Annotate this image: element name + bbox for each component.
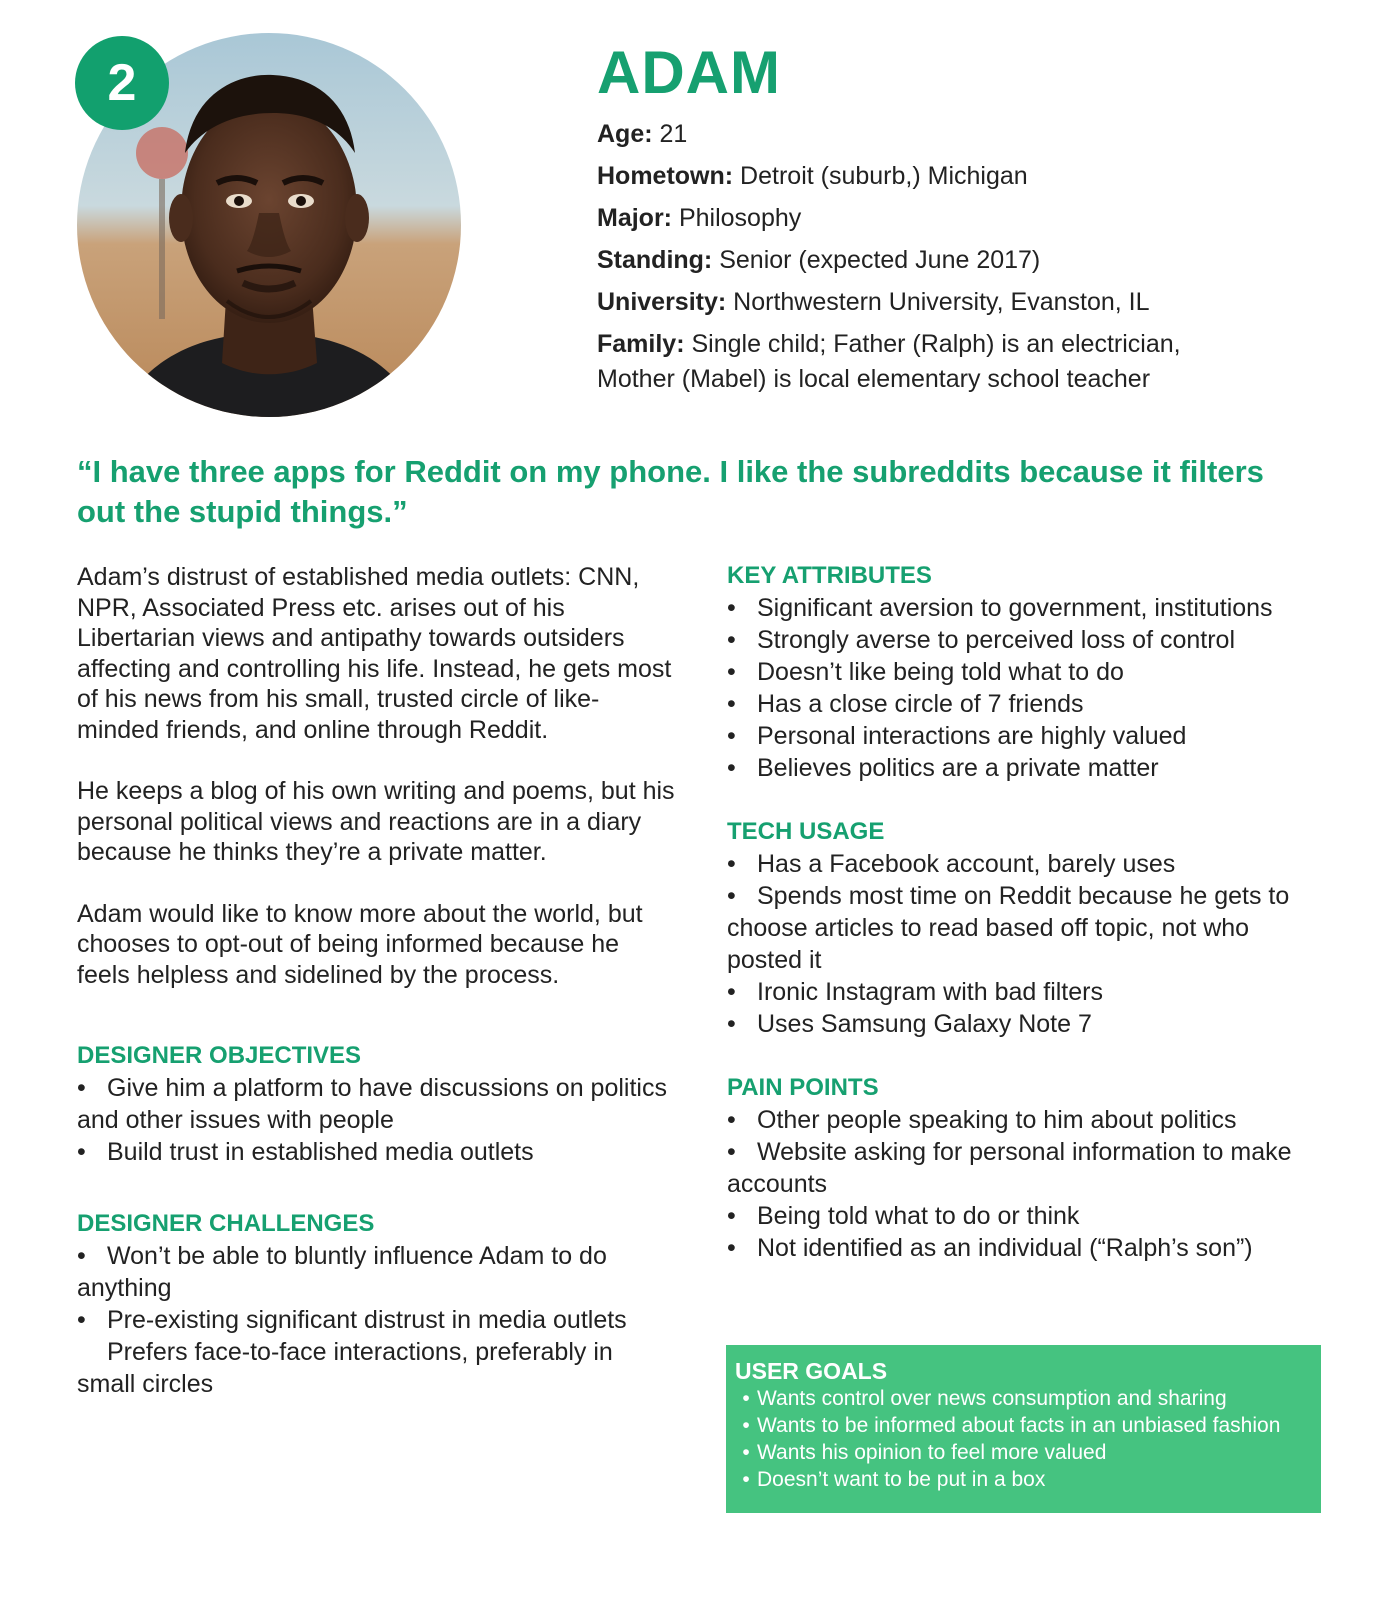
list-item: • Uses Samsung Galaxy Note 7 [727, 1010, 1092, 1038]
fact-value: Single child; Father (Ralph) is an electrician, Mother (Mabel) is local elementary school teacher [597, 330, 1181, 393]
fact-major [597, 201, 1237, 236]
list-item: • Doesn’t like being told what to do [727, 658, 1124, 686]
fact-family [597, 327, 1197, 397]
fact-label: Standing: [597, 246, 713, 274]
list-item: • Give him a platform to have discussions on politics and other issues with people [77, 1074, 667, 1134]
list-item: • Ironic Instagram with bad filters [727, 978, 1103, 1006]
bio-paragraph: Adam’s distrust of established media outlets: CNN, NPR, Associated Press etc. arises out of his Libertarian views and antipathy towards outsiders affecting and controlling his life. Instead, he gets most of his news from his small, trusted circle of like-minded friends, and online through Reddit. [77, 563, 672, 744]
tech-usage-section [727, 816, 1327, 1040]
list-item: • Has a close circle of 7 friends [727, 690, 1084, 718]
section-heading: PAIN POINTS [727, 1074, 879, 1101]
list-item: • Build trust in established media outlets [77, 1138, 534, 1166]
list-item: Prefers face-to-face interactions, preferably in small circles [77, 1338, 613, 1398]
fact-label: Major: [597, 204, 672, 232]
persona-facts [597, 117, 1237, 404]
list-item: • Spends most time on Reddit because he gets to choose articles to read based off topic, not who posted it [727, 882, 1290, 974]
bio-paragraph: Adam would like to know more about the world, but chooses to opt-out of being informed because he feels helpless and sidelined by the process. [77, 899, 643, 989]
list-item: • Wants control over news consumption and sharing [742, 1387, 1227, 1410]
list-item: • Significant aversion to government, institutions [727, 594, 1273, 622]
list-item: • Believes politics are a private matter [727, 754, 1159, 782]
fact-university [597, 285, 1237, 320]
fact-value: 21 [652, 120, 688, 148]
section-heading: TECH USAGE [727, 818, 885, 845]
section-heading: DESIGNER OBJECTIVES [77, 1042, 362, 1069]
fact-standing [597, 243, 1237, 278]
list-item: • Other people speaking to him about politics [727, 1106, 1237, 1134]
fact-age [597, 117, 1237, 152]
persona-number-badge: 2 [75, 36, 169, 130]
list-item: • Personal interactions are highly valued [727, 722, 1187, 750]
fact-hometown [597, 159, 1237, 194]
designer-objectives-section [77, 1040, 677, 1168]
section-heading: USER GOALS [735, 1358, 888, 1384]
fact-label: Age: [597, 120, 653, 148]
right-column [727, 560, 1327, 1296]
fact-label: University: [597, 288, 727, 316]
fact-value: Philosophy [672, 204, 802, 232]
list-item: • Not identified as an individual (“Ralph’s son”) [727, 1234, 1253, 1262]
key-attributes-section [727, 560, 1327, 784]
user-goals-box [726, 1345, 1321, 1513]
list-item: • Wants to be informed about facts in an unbiased fashion [742, 1414, 1281, 1437]
list-item: • Doesn’t want to be put in a box [742, 1468, 1046, 1491]
designer-challenges-section [77, 1208, 677, 1400]
list-item: • Won’t be able to bluntly influence Adam to do anything [77, 1242, 607, 1302]
fact-value: Detroit (suburb,) Michigan [733, 162, 1028, 190]
section-heading: KEY ATTRIBUTES [727, 562, 932, 589]
fact-label: Hometown: [597, 162, 734, 190]
list-item: • Pre-existing significant distrust in media outlets [77, 1306, 627, 1334]
fact-value: Northwestern University, Evanston, IL [726, 288, 1150, 316]
list-item: • Has a Facebook account, barely uses [727, 850, 1176, 878]
fact-label: Family: [597, 330, 685, 358]
fact-value: Senior (expected June 2017) [712, 246, 1041, 274]
bio-paragraph: He keeps a blog of his own writing and poems, but his personal political views and reactions are in a diary because he thinks they’re a private matter. [77, 777, 675, 866]
list-item: • Being told what to do or think [727, 1202, 1080, 1230]
section-heading: DESIGNER CHALLENGES [77, 1210, 375, 1237]
persona-quote: “I have three apps for Reddit on my phone. I like the subreddits because it filters out the stupid things.” [77, 454, 1264, 529]
persona-name: ADAM [597, 39, 781, 106]
list-item: • Strongly averse to perceived loss of control [727, 626, 1236, 654]
left-column [77, 562, 677, 1400]
pain-points-section [727, 1072, 1327, 1264]
list-item: • Website asking for personal information to make accounts [727, 1138, 1292, 1198]
list-item: • Wants his opinion to feel more valued [742, 1441, 1107, 1464]
